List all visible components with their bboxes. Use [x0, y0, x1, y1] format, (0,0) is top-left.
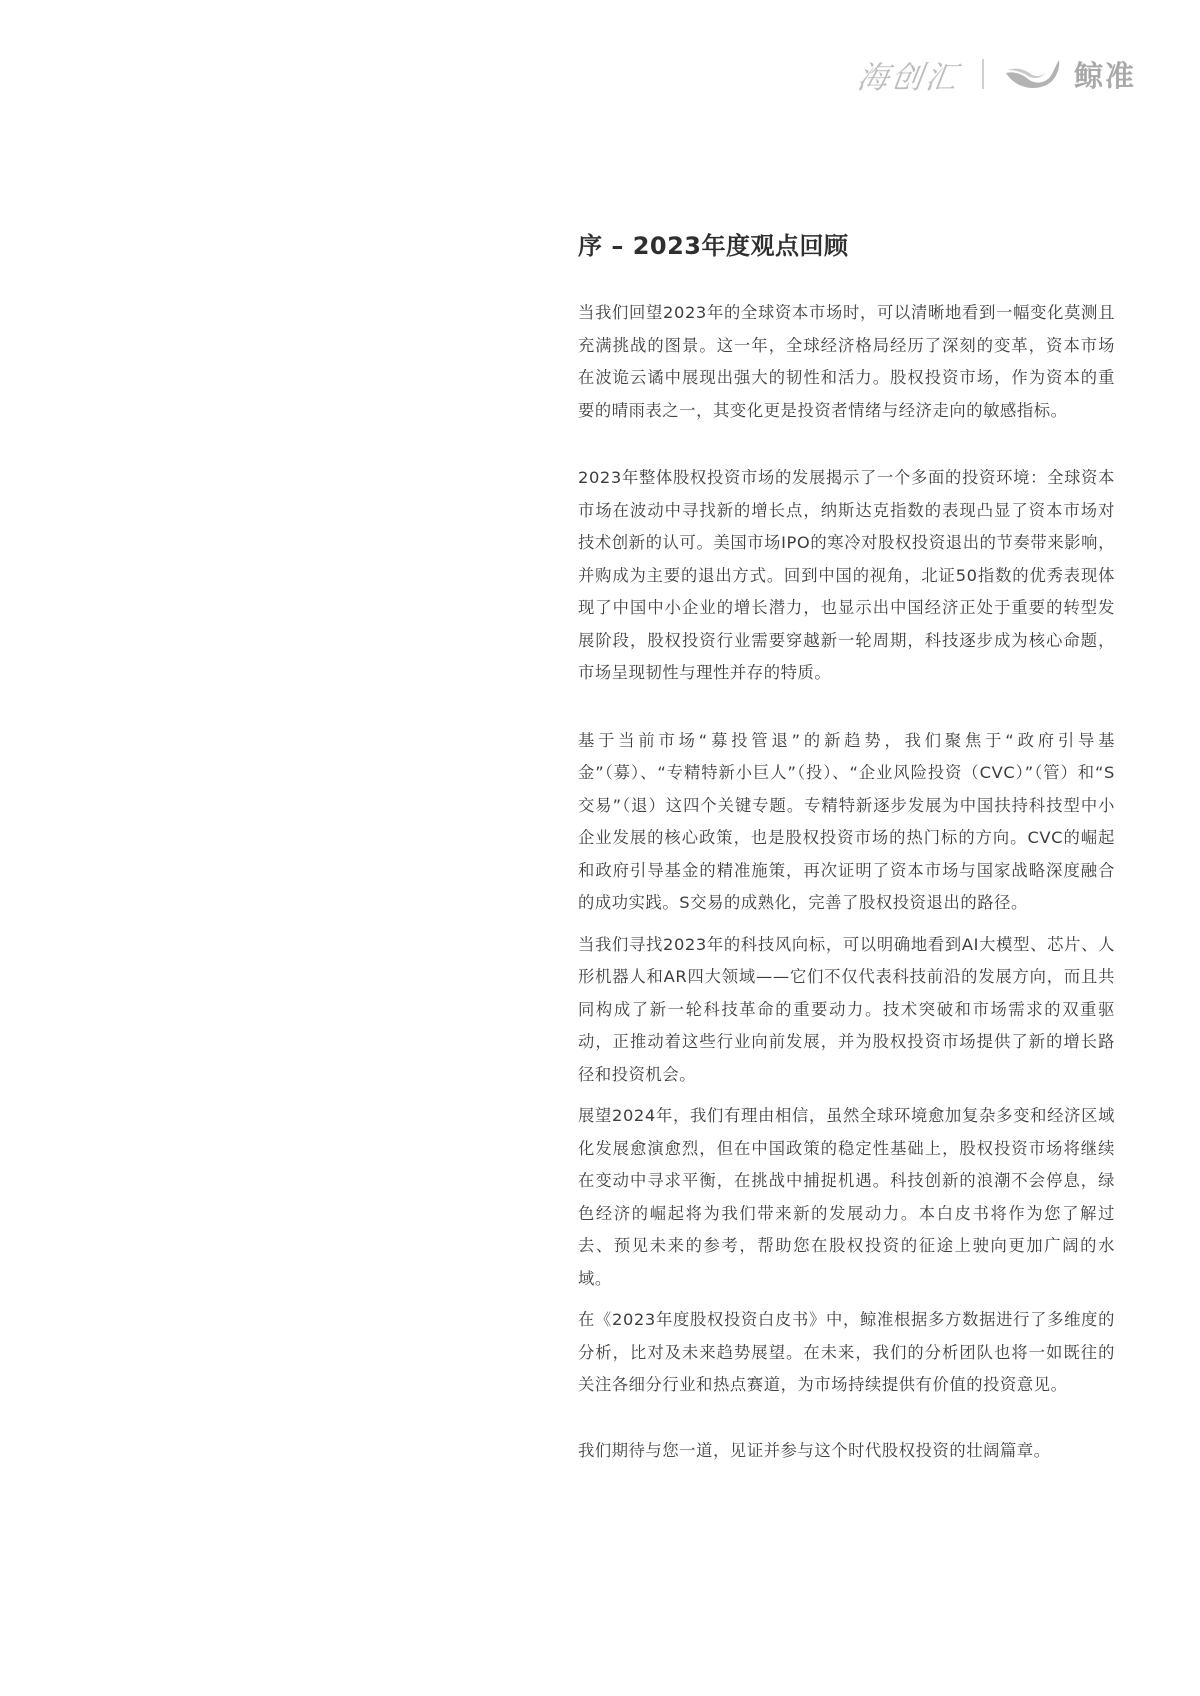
paragraph: 在《2023年度股权投资白皮书》中，鲸准根据多方数据进行了多维度的分析，比对及未来趋势展望。在未来，我们的分析团队也将一如既往的关注各细分行业和热点赛道，为市场持续提供有价值的投资意见。: [578, 1310, 1115, 1394]
logo-divider: [982, 59, 984, 89]
paragraph: 我们期待与您一道，见证并参与这个时代股权投资的壮阔篇章。: [578, 1440, 1051, 1460]
paragraph: 展望2024年，我们有理由相信，虽然全球环境愈加复杂多变和经济区域化发展愈演愈烈，但在中国政策的稳定性基础上，股权投资市场将继续在变动中寻求平衡，在挑战中捕捉机遇。科技创新的浪潮不会停息，绿色经济的崛起将为我们带来新的发展动力。本白皮书将作为您了解过去、预见未来的参考，帮助您在股权投资的征途上驶向更加广阔的水域。: [578, 1106, 1115, 1288]
whale-icon: [1004, 57, 1062, 91]
article: [578, 228, 1115, 1467]
paragraph: 2023年整体股权投资市场的发展揭示了一个多面的投资环境：全球资本市场在波动中寻找新的增长点，纳斯达克指数的表现凸显了资本市场对技术创新的认可。美国市场IPO的寒冷对股权投资退出的节奏带来影响，并购成为主要的退出方式。回到中国的视角，北证50指数的优秀表现体现了中国中小企业的增长潜力，也显示出中国经济正处于重要的转型发展阶段，股权投资行业需要穿越新一轮周期，科技逐步成为核心命题，市场呈现韧性与理性并存的特质。: [578, 468, 1115, 682]
paragraph: 当我们回望2023年的全球资本市场时，可以清晰地看到一幅变化莫测且充满挑战的图景。这一年，全球经济格局经历了深刻的变革，资本市场在波诡云谲中展现出强大的韧性和活力。股权投资市场，作为资本的重要的晴雨表之一，其变化更是投资者情绪与经济走向的敏感指标。: [578, 303, 1115, 420]
page-header: [854, 52, 1158, 96]
paragraph: 当我们寻找2023年的科技风向标，可以明确地看到AI大模型、芯片、人形机器人和AR四大领域——它们不仅代表科技前沿的发展方向，而且共同构成了新一轮科技革命的重要动力。技术突破和市场需求的双重驱动，正推动着这些行业向前发展，并为股权投资市场提供了新的增长路径和投资机会。: [578, 934, 1115, 1084]
page-title: 序 – 2023年度观点回顾: [578, 232, 849, 260]
paragraph: 基于当前市场“募投管退”的新趋势，我们聚焦于“政府引导基金”（募）、“专精特新小巨人”（投）、“企业风险投资（CVC）”（管）和“S交易”（退）这四个关键专题。专精特新逐步发展为中国扶持科技型中小企业发展的核心政策，也是股权投资市场的热门标的方向。CVC的崛起和政府引导基金的精准施策，再次证明了资本市场与国家战略深度融合的成功实践。S交易的成熟化，完善了股权投资退出的路径。: [578, 730, 1115, 912]
haichuanghui-logo: 海创汇: [854, 59, 963, 96]
jingzhun-logo: 鲸准: [1074, 58, 1137, 93]
